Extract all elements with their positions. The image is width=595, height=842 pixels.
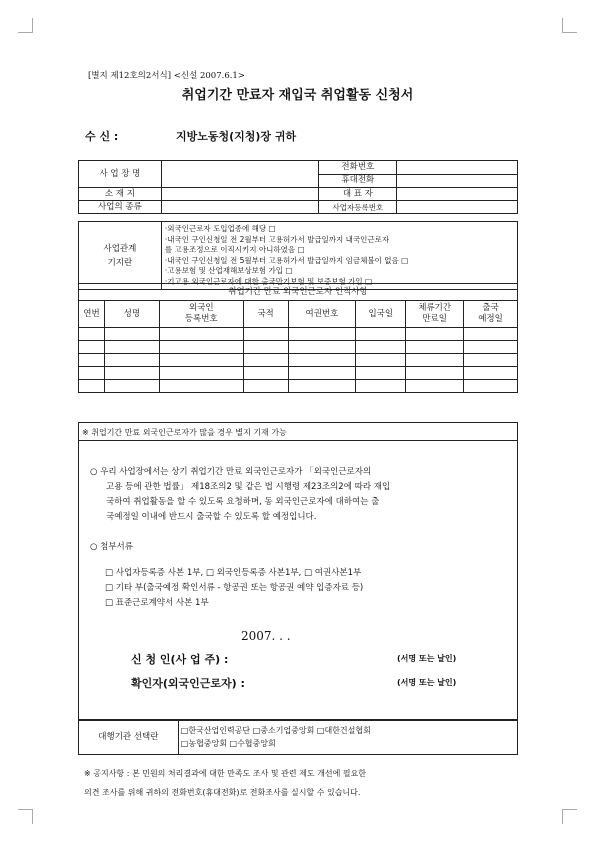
criteria-item[interactable]: ·외국인근로자 도입업종에 해당 □ [164,224,276,233]
criteria-item[interactable]: ·기고용 외국인근로자에 대한 출국만기보험 및 보증보험 가입 □ [164,276,373,286]
representative-label: 대 표 자 [319,188,397,201]
workers-note: ※ 취업기간 만료 외국인근로자가 많을 경우 별지 기재 가능 [82,428,287,437]
criteria-table [78,221,518,290]
recipient-label: 수 신 : [85,130,119,143]
business-type-field[interactable] [161,201,319,214]
corner-mark-top-right [562,18,577,33]
criteria-item[interactable]: ·고용보험 및 산업재해보상보험 가입 □ [164,266,293,275]
applicant-label: 신 청 인(사 업 주) : [131,653,229,666]
confirmer-label: 확인자(외국인근로자) : [131,677,245,690]
mobile-field[interactable] [397,174,518,188]
footer-line: 의견 조사를 위해 귀하의 전화번호(휴대전화)로 전화조사를 실시할 수 있습니다. [84,788,361,797]
agency-label: 대행기관 선택란 [79,720,179,755]
agency-options [178,720,517,755]
divider [79,440,517,441]
mobile-label: 휴대전화 [319,174,397,188]
attachment-item[interactable]: □ 표준근로계약서 사본 1부 [105,598,209,608]
business-type-label: 사업의 종류 [79,201,162,214]
col-header-name: 성명 [104,301,159,328]
corner-mark-bottom-left [18,809,33,824]
attachments-list [105,566,363,611]
request-paragraph [90,465,510,525]
table-row[interactable] [79,367,518,380]
business-regno-field[interactable] [397,201,518,214]
form-title: 취업기간 만료자 재입국 취업활동 신청서 [181,88,414,103]
col-header-stay-expiry: 체류기간 만료일 [406,301,464,328]
criteria-label-line1: 사업관계 [103,243,137,254]
attachment-item[interactable]: □ 기타 부(출국예정 확인서류 - 항공권 또는 항공권 예약 입증자료 등) [105,583,364,593]
form-reference: [별지 제12호의2서식] <신설 2007.6.1> [88,71,245,81]
attachments-title: ○ 첨부서류 [90,542,133,552]
workers-section-title: 취업기간 만료 외국인근로자 인적사항 [79,284,518,301]
company-name-label: 사 업 장 명 [79,161,162,188]
agency-table [78,719,518,755]
col-header-registration: 외국인 등록번호 [159,301,243,328]
table-row[interactable] [79,354,518,367]
workers-table [78,283,518,393]
footer-line: ※ 공지사항 : 본 민원의 처리결과에 대한 만족도 조사 및 관련 제도 개선에 필요한 [84,769,367,778]
attachment-item[interactable]: □ 사업자등록증 사본 1부, □ 외국인등록증 사본1부, □ 여권사본1부 [105,568,362,578]
table-row[interactable] [79,341,518,354]
criteria-item[interactable]: ·내국인 구인신청일 전 2월부터 고용허가서 발급일까지 내국인근로자 [164,234,390,244]
col-header-nationality: 국적 [243,301,288,328]
request-line: 국하여 취업활동을 할 수 있도록 요청하며, 동 외국인근로자에 대하여는 출 [106,497,380,507]
criteria-item[interactable]: 를 고용조정으로 이직시키지 아니하였음 □ [164,245,305,254]
application-date[interactable]: 2007. . . [241,629,291,643]
business-regno-label: 사업자등록번호 [319,201,397,214]
request-line: 고용 등에 관한 법률」 제18조의2 및 같은 법 시행령 제23조의2에 따라 재입 [106,482,391,492]
phone-label: 전화번호 [319,161,397,175]
criteria-items [161,222,517,290]
corner-mark-top-left [18,18,33,33]
criteria-label-line2: 기지란 [107,257,133,268]
agency-option-row[interactable]: □한국산업인력공단 □중소기업중앙회 □대한건설협회 [180,726,371,735]
request-line: 국예정일 이내에 반드시 출국할 수 있도록 할 예정입니다. [106,512,317,522]
company-name-field[interactable] [161,161,319,188]
table-row[interactable] [79,328,518,341]
address-field[interactable] [161,188,319,201]
footer-notice [84,764,366,802]
col-header-number: 연번 [79,301,105,328]
col-header-entry-date: 입국일 [356,301,406,328]
company-info-table [78,160,518,214]
corner-mark-bottom-right [562,809,577,824]
col-header-passport: 여권번호 [288,301,356,328]
request-line: ○ 우리 사업장에서는 상기 취업기간 만료 외국인근로자가 「외국인근로자의 [90,467,372,477]
criteria-item[interactable]: ·내국인 구인신청일 전 5월부터 고용허가서 발급일까지 임금체불이 없음 □ [164,255,409,265]
confirmer-signature[interactable]: (서명 또는 날인) [397,678,457,687]
address-label: 소 재 지 [79,188,162,201]
statement-box [78,422,518,721]
criteria-label [79,222,162,290]
table-row[interactable] [79,380,518,393]
representative-field[interactable] [397,188,518,201]
applicant-signature[interactable]: (서명 또는 날인) [397,654,457,663]
col-header-departure: 출국 예정일 [464,301,518,328]
phone-field[interactable] [397,161,518,175]
agency-option-row[interactable]: □농협중앙회 □수협중앙회 [180,739,276,748]
recipient-value: 지방노동청(지청)장 귀하 [176,130,297,143]
